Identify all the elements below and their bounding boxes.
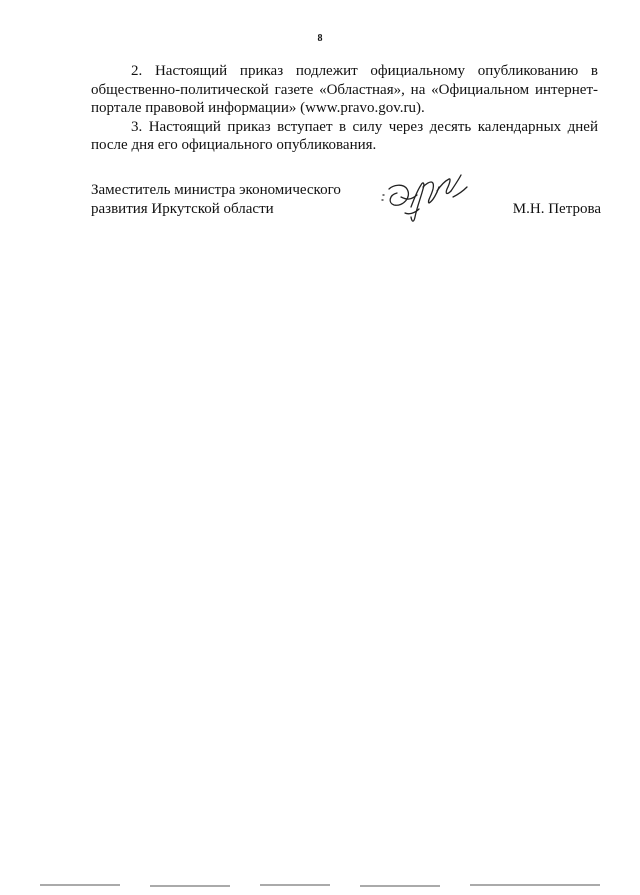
paragraph-2: 2. Настоящий приказ подлежит официальному опубликованию в общественно-политической газете «Областная», на «Официальном интернет-портале правовой информации» (www.pravo.gov.ru).	[91, 63, 598, 116]
signature-block	[91, 181, 601, 231]
signatory-position-line-1: Заместитель министра экономического	[91, 182, 341, 198]
paragraph-3: 3. Настоящий приказ вступает в силу через десять календарных дней после дня его официального опубликования.	[91, 118, 598, 153]
handwritten-signature-icon	[379, 167, 479, 229]
signatory-position	[91, 181, 371, 218]
scan-edge-noise	[0, 882, 640, 890]
page-number: 8	[317, 33, 323, 44]
signatory-name: М.Н. Петрова	[512, 201, 601, 217]
signatory-position-line-2: развития Иркутской области	[91, 200, 274, 217]
document-body	[91, 62, 598, 155]
